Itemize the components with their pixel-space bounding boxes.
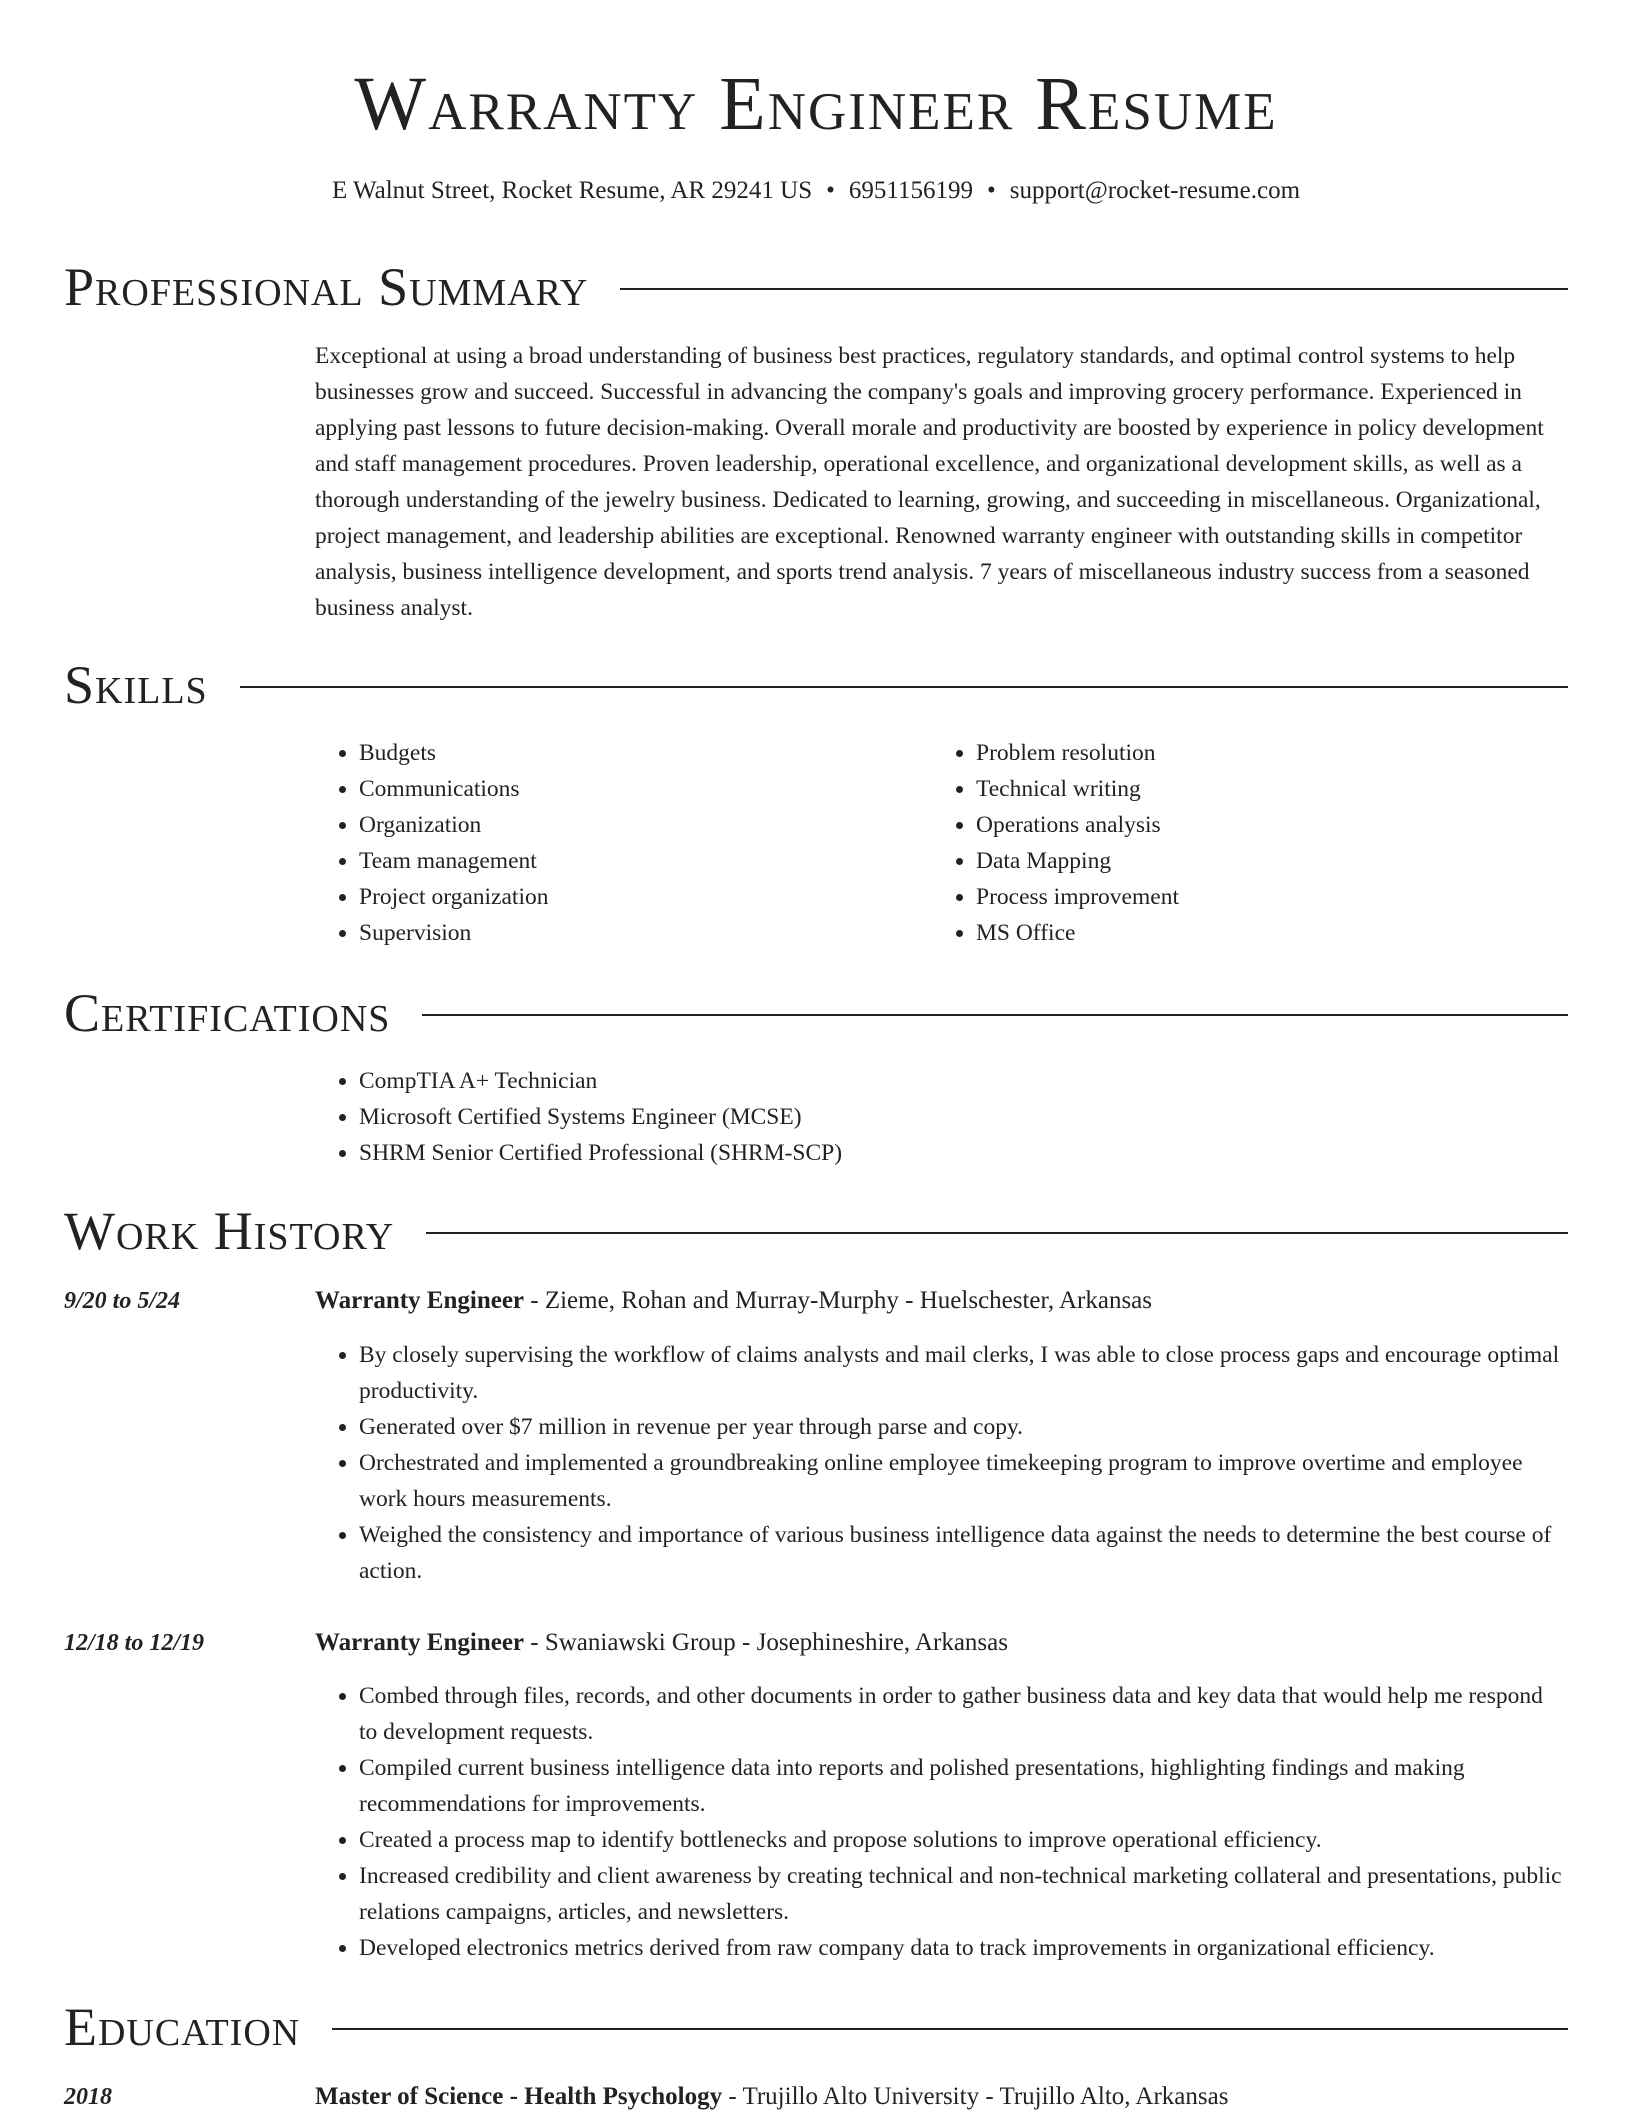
contact-separator: •	[986, 177, 996, 204]
summary-heading: Professional Summary	[64, 257, 589, 317]
education-degree: Master of Science - Health Psychology	[315, 2083, 723, 2110]
job-employer-location: - Swaniawski Group - Josephineshire, Arkansas	[524, 1629, 1008, 1656]
skill-item: • Team management	[359, 843, 548, 879]
job-bullets-block	[315, 1678, 1565, 1966]
skill-item: • Project organization	[359, 879, 548, 915]
skills-list-right	[932, 735, 1179, 951]
job-bullet: • Compiled current business intelligence data into reports and polished presentations, highlighting findings and making recommendations for improvements.	[359, 1750, 1565, 1822]
contact-line	[0, 176, 1632, 206]
resume-title: Warranty Engineer Resume	[354, 62, 1278, 146]
education-date: 2018	[64, 2084, 112, 2110]
section-divider	[332, 2028, 1568, 2030]
job-bullets	[315, 1337, 1565, 1589]
work-history-heading: Work History	[64, 1201, 395, 1261]
contact-separator: •	[826, 177, 835, 204]
skill-item: • Budgets	[359, 735, 548, 771]
job-bullet: • Generated over $7 million in revenue per year through parse and copy.	[359, 1409, 1565, 1445]
skill-item: • Process improvement	[976, 879, 1179, 915]
education-section-header	[64, 1997, 1568, 2057]
summary-section-header	[64, 257, 1568, 317]
skill-item: • Organization	[359, 807, 548, 843]
skills-list-left	[315, 735, 548, 951]
job-bullet: • Combed through files, records, and other documents in order to gather business data and key data that would help me respond to development requests.	[359, 1678, 1565, 1750]
education-title-line	[315, 2081, 1228, 2113]
education-heading: Education	[64, 1997, 301, 2057]
certification-item: • SHRM Senior Certified Professional (SHRM-SCP)	[359, 1135, 1565, 1171]
job-employer-location: - Zieme, Rohan and Murray-Murphy - Huelschester, Arkansas	[524, 1287, 1153, 1314]
skill-item: • Supervision	[359, 915, 548, 951]
skills-column-right	[932, 735, 1179, 951]
job-title: Warranty Engineer	[315, 1287, 525, 1314]
skill-item: • Communications	[359, 771, 548, 807]
skills-column-left	[315, 735, 548, 951]
job-title-line	[315, 1285, 1152, 1317]
certification-item: • CompTIA A+ Technician	[359, 1063, 1565, 1099]
contact-address: E Walnut Street, Rocket Resume, AR 29241 US	[331, 177, 813, 204]
skill-item: • Operations analysis	[976, 807, 1179, 843]
section-divider	[422, 1014, 1568, 1016]
job-bullet: • By closely supervising the workflow of claims analysts and mail clerks, I was able to close process gaps and encourage optimal productivity.	[359, 1337, 1565, 1409]
job-bullet: • Weighed the consistency and importance of various business intelligence data against the needs to determine the best course of action.	[359, 1517, 1565, 1589]
certifications-section-header	[64, 983, 1568, 1043]
job-title-line	[315, 1627, 1008, 1659]
work-history-section-header	[64, 1201, 1568, 1261]
certifications-heading: Certifications	[64, 983, 391, 1043]
contact-phone: 6951156199	[848, 177, 973, 204]
job-date: 9/20 to 5/24	[64, 1288, 181, 1314]
skills-heading: Skills	[64, 655, 208, 715]
skills-section-header	[64, 655, 1568, 715]
skill-item: • Problem resolution	[976, 735, 1179, 771]
job-bullets	[315, 1678, 1565, 1966]
summary-text: Exceptional at using a broad understanding of business best practices, regulatory standards, and optimal control systems to help businesses grow and succeed. Successful in advancing the company's goals and improving grocery performance. Experienced in applying past lessons to future decision-making. Overall morale and productivity are boosted by experience in policy development and staff management procedures. Proven leadership, operational excellence, and organizational development skills, as well as a thorough understanding of the jewelry business. Dedicated to learning, growing, and succeeding in miscellaneous. Organizational, project management, and leadership abilities are exceptional. Renowned warranty engineer with outstanding skills in competitor analysis, business intelligence development, and sports trend analysis. 7 years of miscellaneous industry success from a seasoned business analyst.	[315, 343, 1544, 621]
contact-email: support@rocket-resume.com	[1009, 177, 1301, 204]
job-bullet: • Orchestrated and implemented a groundbreaking online employee timekeeping program to improve overtime and employee work hours measurements.	[359, 1445, 1565, 1517]
certifications-block	[315, 1063, 1565, 1171]
job-title: Warranty Engineer	[315, 1629, 525, 1656]
education-school-location: - Trujillo Alto University - Trujillo Alto, Arkansas	[722, 2083, 1229, 2110]
section-divider	[620, 288, 1568, 290]
section-divider	[426, 1232, 1568, 1234]
job-bullets-block	[315, 1337, 1565, 1589]
certification-item: • Microsoft Certified Systems Engineer (MCSE)	[359, 1099, 1565, 1135]
job-bullet: • Created a process map to identify bottlenecks and propose solutions to improve operational efficiency.	[359, 1822, 1565, 1858]
skill-item: • Technical writing	[976, 771, 1179, 807]
section-divider	[240, 686, 1568, 688]
job-bullet: • Developed electronics metrics derived from raw company data to track improvements in organizational efficiency.	[359, 1930, 1565, 1966]
certifications-list	[315, 1063, 1565, 1171]
job-date: 12/18 to 12/19	[64, 1630, 205, 1656]
job-bullet: • Increased credibility and client awareness by creating technical and non-technical marketing collateral and presentations, public relations campaigns, articles, and newsletters.	[359, 1858, 1565, 1930]
skill-item: • Data Mapping	[976, 843, 1179, 879]
skill-item: • MS Office	[976, 915, 1179, 951]
